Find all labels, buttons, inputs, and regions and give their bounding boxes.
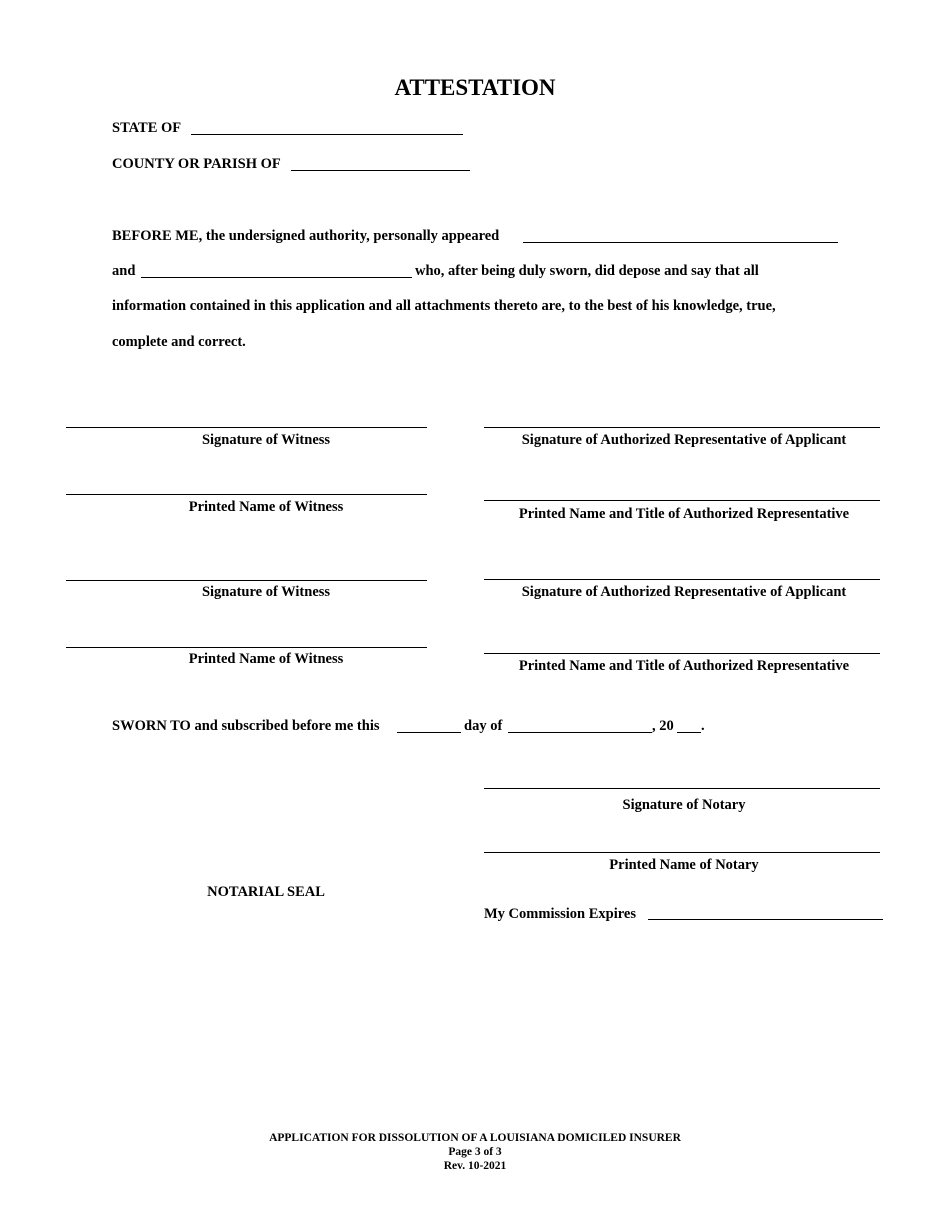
- rep-signature-line[interactable]: [484, 427, 880, 428]
- commission-field-line[interactable]: [648, 919, 883, 920]
- commission-label: My Commission Expires: [484, 906, 636, 922]
- witness-printed-line[interactable]: [66, 647, 427, 648]
- rep-printed-label: Printed Name and Title of Authorized Representative: [518, 658, 850, 674]
- notary-signature-label: Signature of Notary: [622, 797, 746, 813]
- year-field-line[interactable]: [677, 732, 701, 733]
- rep-printed-line[interactable]: [484, 500, 880, 501]
- sworn-period: .: [701, 718, 705, 734]
- state-label: STATE OF: [112, 120, 182, 136]
- body-and-label: and: [112, 263, 136, 279]
- witness-printed-line[interactable]: [66, 494, 427, 495]
- page-title: ATTESTATION: [394, 75, 556, 100]
- sworn-year-prefix: , 20: [652, 718, 674, 734]
- appeared-name-line[interactable]: [523, 242, 838, 243]
- rep-signature-label: Signature of Authorized Representative of Applicant: [521, 584, 847, 600]
- body-line-2: who, after being duly sworn, did depose and say that all: [415, 263, 759, 279]
- state-field-line[interactable]: [191, 134, 463, 135]
- notarial-seal-label: NOTARIAL SEAL: [207, 884, 325, 900]
- county-field-line[interactable]: [291, 170, 470, 171]
- footer-revision: Rev. 10-2021: [443, 1160, 507, 1172]
- footer-title: APPLICATION FOR DISSOLUTION OF A LOUISIANA DOMICILED INSURER: [269, 1132, 681, 1144]
- notary-printed-label: Printed Name of Notary: [609, 857, 759, 873]
- sworn-day-of: day of: [464, 718, 503, 734]
- body-line-3: information contained in this application and all attachments thereto are, to the best of his knowledge, true,: [112, 298, 776, 314]
- witness-signature-line[interactable]: [66, 427, 427, 428]
- second-name-line[interactable]: [141, 277, 412, 278]
- body-line-1: BEFORE ME, the undersigned authority, personally appeared: [112, 228, 500, 244]
- rep-printed-line[interactable]: [484, 653, 880, 654]
- witness-printed-label: Printed Name of Witness: [188, 651, 344, 667]
- rep-printed-label: Printed Name and Title of Authorized Representative: [518, 506, 850, 522]
- day-field-line[interactable]: [397, 732, 461, 733]
- witness-signature-label: Signature of Witness: [201, 432, 331, 448]
- sworn-text: SWORN TO and subscribed before me this: [112, 718, 380, 734]
- witness-signature-line[interactable]: [66, 580, 427, 581]
- witness-printed-label: Printed Name of Witness: [188, 499, 344, 515]
- body-line-4: complete and correct.: [112, 334, 246, 350]
- county-label: COUNTY OR PARISH OF: [112, 156, 281, 172]
- rep-signature-line[interactable]: [484, 579, 880, 580]
- notary-printed-line[interactable]: [484, 852, 880, 853]
- witness-signature-label: Signature of Witness: [201, 584, 331, 600]
- month-field-line[interactable]: [508, 732, 652, 733]
- notary-signature-line[interactable]: [484, 788, 880, 789]
- footer-page-number: Page 3 of 3: [448, 1146, 502, 1158]
- rep-signature-label: Signature of Authorized Representative of Applicant: [521, 432, 847, 448]
